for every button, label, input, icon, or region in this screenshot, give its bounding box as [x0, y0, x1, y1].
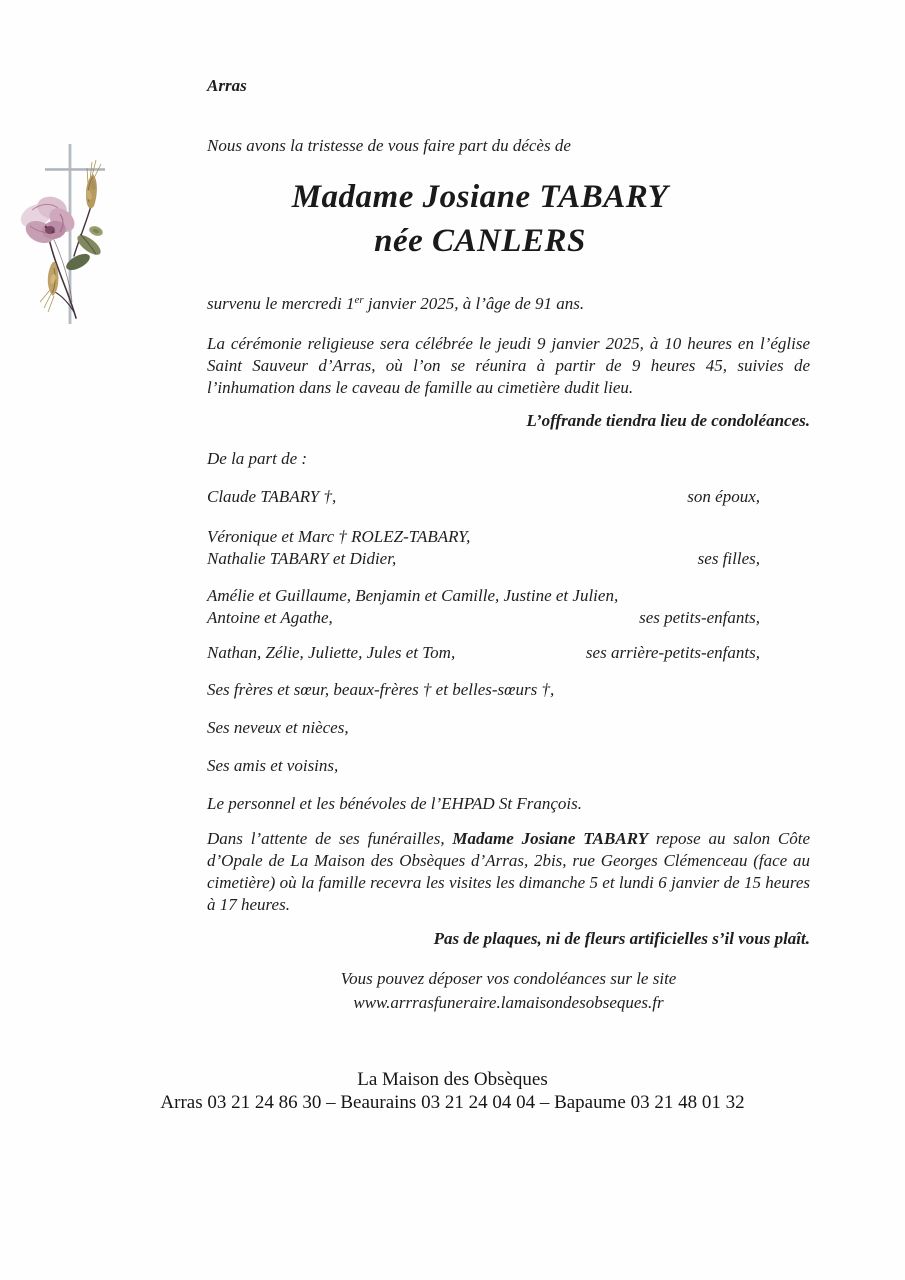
family-relation: ses petits-enfants, — [639, 607, 760, 627]
repose-text-before: Dans l’attente de ses funérailles, — [207, 829, 453, 848]
family-relation: ses filles, — [697, 548, 760, 568]
family-row-friends — [207, 755, 810, 777]
deceased-name-line1: Madame Josiane TABARY — [291, 179, 669, 215]
repose-text-after: repose au salon Côte d’Opale de La Maison des Obsèques d’Arras, 2bis, rue Georges Clémenceau (face au cimetière) où la famille recevra les visites les dimanche 5 et lundi 6 janvier de 15 heures à 17 heures. — [207, 829, 811, 914]
family-row-great-grandchildren — [207, 642, 810, 664]
family-names: Ses amis et voisins, — [207, 756, 339, 775]
death-date-line — [207, 293, 810, 315]
condolences-website: www.arrrasfuneraire.lamaisondesobseques.fr — [353, 993, 664, 1012]
family-row-spouse — [207, 486, 810, 508]
family-row-nephews — [207, 717, 810, 739]
family-relation: son époux, — [687, 487, 760, 506]
intro-line: Nous avons la tristesse de vous faire part du décès de — [207, 136, 571, 155]
family-names: Amélie et Guillaume, Benjamin et Camille, Justine et Julien, — [207, 586, 619, 605]
from-label: De la part de : — [207, 449, 308, 468]
family-row-grandchildren — [207, 585, 810, 628]
family-names: Nathan, Zélie, Juliette, Jules et Tom, — [207, 643, 456, 662]
funeral-home-name: La Maison des Obsèques — [357, 1069, 548, 1090]
deceased-name — [150, 175, 810, 263]
family-names: Ses frères et sœur, beaux-frères † et belles-sœurs †, — [207, 680, 555, 699]
family-row-ehpad-staff — [207, 793, 810, 815]
repose-deceased-name: Madame Josiane TABARY — [452, 829, 649, 848]
family-row-daughters — [207, 526, 810, 569]
funeral-home-phones: Arras 03 21 24 86 30 – Beaurains 03 21 24 04 04 – Bapaume 03 21 48 01 32 — [160, 1092, 745, 1113]
condolences-block — [207, 967, 810, 1015]
offering-note: L’offrande tiendra lieu de condoléances. — [526, 411, 810, 430]
family-names: Claude TABARY †, — [207, 487, 337, 506]
family-names: Ses neveux et nièces, — [207, 718, 349, 737]
death-date-suffix: janvier 2025, à l’âge de 91 ans. — [363, 294, 585, 313]
cross-flower-wheat-illustration — [12, 132, 122, 332]
no-flowers-note: Pas de plaques, ni de fleurs artificielles s’il vous plaît. — [433, 929, 810, 948]
ordinal-superscript: er — [354, 294, 364, 306]
death-date-prefix: survenu le mercredi 1 — [207, 294, 355, 313]
family-names: Le personnel et les bénévoles de l’EHPAD St François. — [207, 794, 583, 813]
family-relation: ses arrière-petits-enfants, — [585, 643, 760, 662]
condolences-intro: Vous pouvez déposer vos condoléances sur le site — [340, 969, 677, 988]
family-row-siblings — [207, 679, 810, 701]
city-label: Arras — [207, 76, 247, 95]
family-names: Antoine et Agathe, — [207, 607, 333, 627]
family-names: Nathalie TABARY et Didier, — [207, 548, 397, 568]
family-names: Véronique et Marc † ROLEZ-TABARY, — [207, 527, 471, 546]
footer — [0, 1068, 905, 1114]
ceremony-paragraph: La cérémonie religieuse sera célébrée le jeudi 9 janvier 2025, à 10 heures en l’église Saint Sauveur d’Arras, où l’on se réunira à partir de 9 heures 45, suivies de l’inhumation dans le caveau de famille au cimetière dudit lieu. — [207, 334, 810, 397]
repose-paragraph — [207, 828, 810, 916]
deceased-name-line2: née CANLERS — [374, 223, 586, 259]
